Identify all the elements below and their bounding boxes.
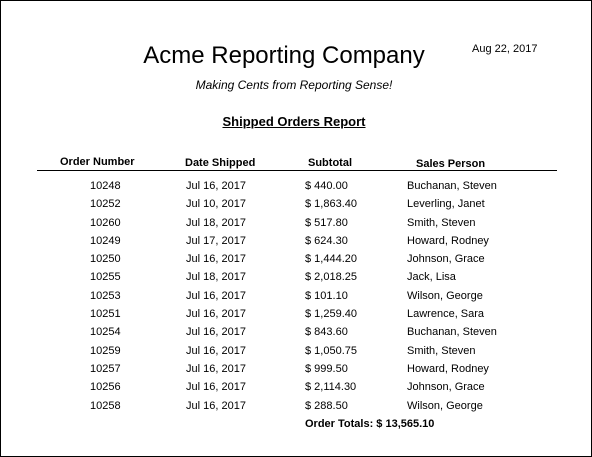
sales-person-cell: Howard, Rodney [407, 362, 489, 375]
subtotal-cell: $ 624.30 [305, 234, 348, 247]
subtotal-cell: $ 101.10 [305, 289, 348, 302]
order-number-cell: 10260 [90, 216, 121, 229]
sales-person-cell: Howard, Rodney [407, 234, 489, 247]
date-shipped-cell: Jul 16, 2017 [186, 180, 246, 192]
date-shipped-cell: Jul 16, 2017 [186, 362, 246, 375]
subtotal-cell: $ 440.00 [305, 180, 348, 192]
subtotal-cell: $ 2,018.25 [305, 271, 357, 284]
sales-person-cell: Wilson, George [407, 289, 483, 302]
sales-person-cell: Buchanan, Steven [407, 180, 497, 192]
table-row [1, 214, 591, 232]
date-shipped-cell: Jul 16, 2017 [186, 399, 246, 412]
order-number-cell: 10259 [90, 344, 121, 357]
column-header-order-number: Order Number [60, 156, 135, 168]
order-number-cell: 10248 [90, 180, 121, 192]
subtotal-cell: $ 1,444.20 [305, 253, 357, 266]
order-totals: Order Totals: $ 13,565.10 [305, 418, 435, 430]
subtotal-cell: $ 1,259.40 [305, 308, 357, 321]
table-row [1, 250, 591, 268]
sales-person-cell: Johnson, Grace [407, 381, 485, 394]
order-number-cell: 10256 [90, 381, 121, 394]
table-row [1, 342, 591, 360]
column-header-sales-person: Sales Person [416, 158, 486, 170]
sales-person-cell: Lawrence, Sara [407, 308, 485, 321]
date-shipped-cell: Jul 18, 2017 [186, 271, 246, 284]
subtotal-cell: $ 1,050.75 [305, 344, 357, 357]
report-title: Shipped Orders Report [222, 114, 366, 129]
column-header-subtotal: Subtotal [308, 157, 352, 169]
sales-person-cell: Johnson, Grace [407, 253, 485, 266]
order-number-cell: 10254 [90, 326, 121, 339]
company-tagline: Making Cents from Reporting Sense! [195, 78, 393, 92]
order-number-cell: 10255 [90, 271, 121, 284]
order-number-cell: 10257 [90, 362, 121, 375]
date-shipped-cell: Jul 16, 2017 [186, 289, 246, 302]
subtotal-cell: $ 288.50 [305, 399, 348, 412]
subtotal-cell: $ 517.80 [305, 216, 348, 229]
order-number-cell: 10253 [90, 289, 121, 302]
date-shipped-cell: Jul 17, 2017 [186, 234, 246, 247]
order-number-cell: 10252 [90, 198, 121, 211]
table-row [1, 323, 591, 341]
header-divider [37, 170, 557, 171]
date-shipped-cell: Jul 16, 2017 [186, 344, 246, 357]
date-shipped-cell: Jul 16, 2017 [186, 308, 246, 321]
table-row [1, 177, 591, 195]
sales-person-cell: Jack, Lisa [407, 271, 456, 284]
date-shipped-cell: Jul 10, 2017 [186, 198, 246, 211]
orders-table [1, 177, 591, 415]
subtotal-cell: $ 999.50 [305, 362, 348, 375]
report-date: Aug 22, 2017 [472, 43, 538, 55]
table-row [1, 287, 591, 305]
column-header-date-shipped: Date Shipped [185, 157, 256, 169]
sales-person-cell: Leverling, Janet [407, 198, 485, 211]
table-row [1, 378, 591, 396]
order-number-cell: 10250 [90, 253, 121, 266]
date-shipped-cell: Jul 18, 2017 [186, 216, 246, 229]
table-row [1, 232, 591, 250]
subtotal-cell: $ 1,863.40 [305, 198, 357, 211]
order-number-cell: 10249 [90, 234, 121, 247]
sales-person-cell: Wilson, George [407, 399, 483, 412]
table-row [1, 195, 591, 213]
table-row [1, 268, 591, 286]
sales-person-cell: Smith, Steven [407, 216, 476, 229]
table-row [1, 397, 591, 415]
date-shipped-cell: Jul 16, 2017 [186, 253, 246, 266]
date-shipped-cell: Jul 16, 2017 [186, 381, 246, 394]
order-number-cell: 10258 [90, 399, 121, 412]
order-number-cell: 10251 [90, 308, 121, 321]
date-shipped-cell: Jul 16, 2017 [186, 326, 246, 339]
subtotal-cell: $ 843.60 [305, 326, 348, 339]
sales-person-cell: Smith, Steven [407, 344, 476, 357]
company-name: Acme Reporting Company [143, 42, 425, 69]
table-row [1, 305, 591, 323]
subtotal-cell: $ 2,114.30 [305, 381, 357, 394]
sales-person-cell: Buchanan, Steven [407, 326, 497, 339]
table-row [1, 360, 591, 378]
